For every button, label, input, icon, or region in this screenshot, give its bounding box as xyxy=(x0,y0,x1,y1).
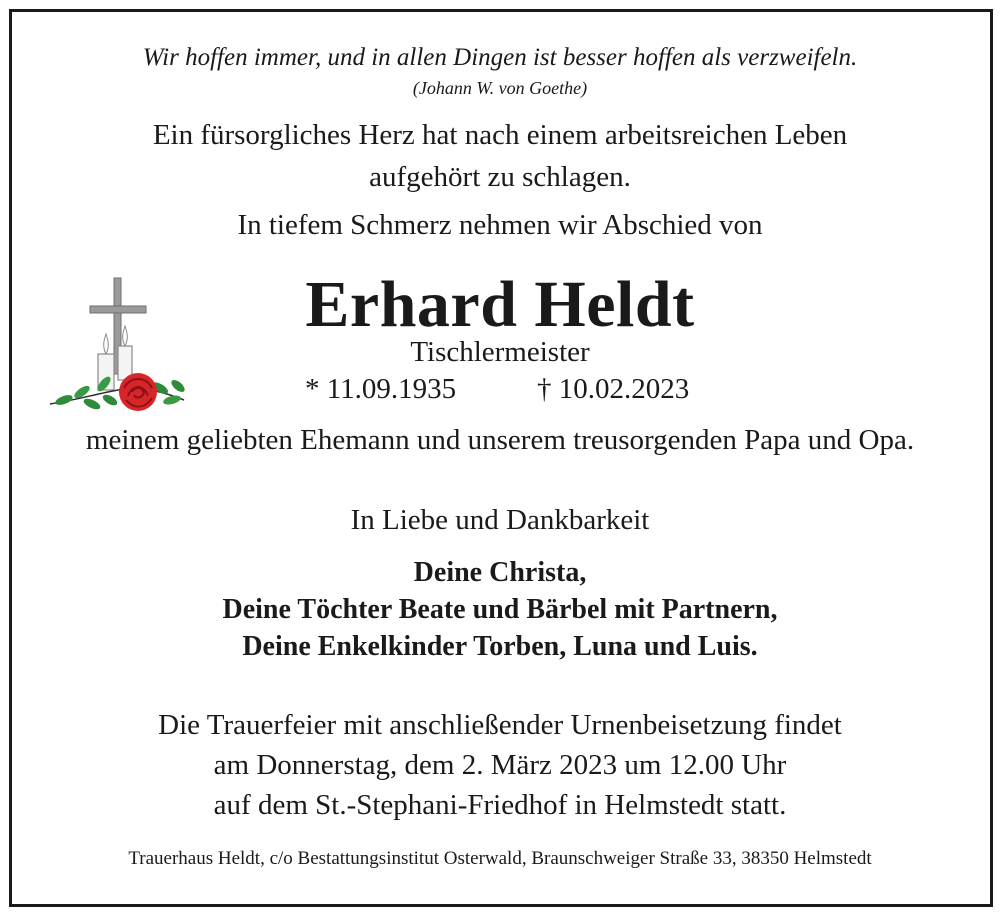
intro-line-2: aufgehört zu schlagen. xyxy=(369,161,631,193)
cross-candle-rose-icon xyxy=(46,276,188,420)
family-line-2: Deine Töchter Beate und Bärbel mit Partnern, xyxy=(222,594,778,625)
intro-line-1: Ein fürsorgliches Herz hat nach einem arbeitsreichen Leben xyxy=(152,119,848,151)
family-line-3: Deine Enkelkinder Torben, Luna und Luis. xyxy=(242,631,758,662)
deceased-name: Erhard Heldt xyxy=(305,268,695,341)
profession: Tischlermeister xyxy=(410,336,590,368)
ceremony-line-2: am Donnerstag, dem 2. März 2023 um 12.00 Uhr xyxy=(213,749,787,781)
dedication: meinem geliebten Ehemann und unserem treusorgenden Papa und Opa. xyxy=(85,424,915,456)
birth-date: * 11.09.1935 xyxy=(305,373,457,405)
farewell-line: In tiefem Schmerz nehmen wir Abschied von xyxy=(237,209,763,241)
footer-address: Trauerhaus Heldt, c/o Bestattungsinstitut Osterwald, Braunschweiger Straße 33, 38350 Helmstedt xyxy=(128,848,872,869)
death-date: † 10.02.2023 xyxy=(537,373,690,405)
quote-author: (Johann W. von Goethe) xyxy=(412,78,588,98)
family-line-1: Deine Christa, xyxy=(413,557,587,588)
ceremony-line-3: auf dem St.-Stephani-Friedhof in Helmstedt statt. xyxy=(213,789,787,821)
love-line: In Liebe und Dankbarkeit xyxy=(350,504,650,536)
ceremony-line-1: Die Trauerfeier mit anschließender Urnenbeisetzung findet xyxy=(158,709,842,741)
quote: Wir hoffen immer, und in allen Dingen ist besser hoffen als verzweifeln. xyxy=(142,44,858,71)
